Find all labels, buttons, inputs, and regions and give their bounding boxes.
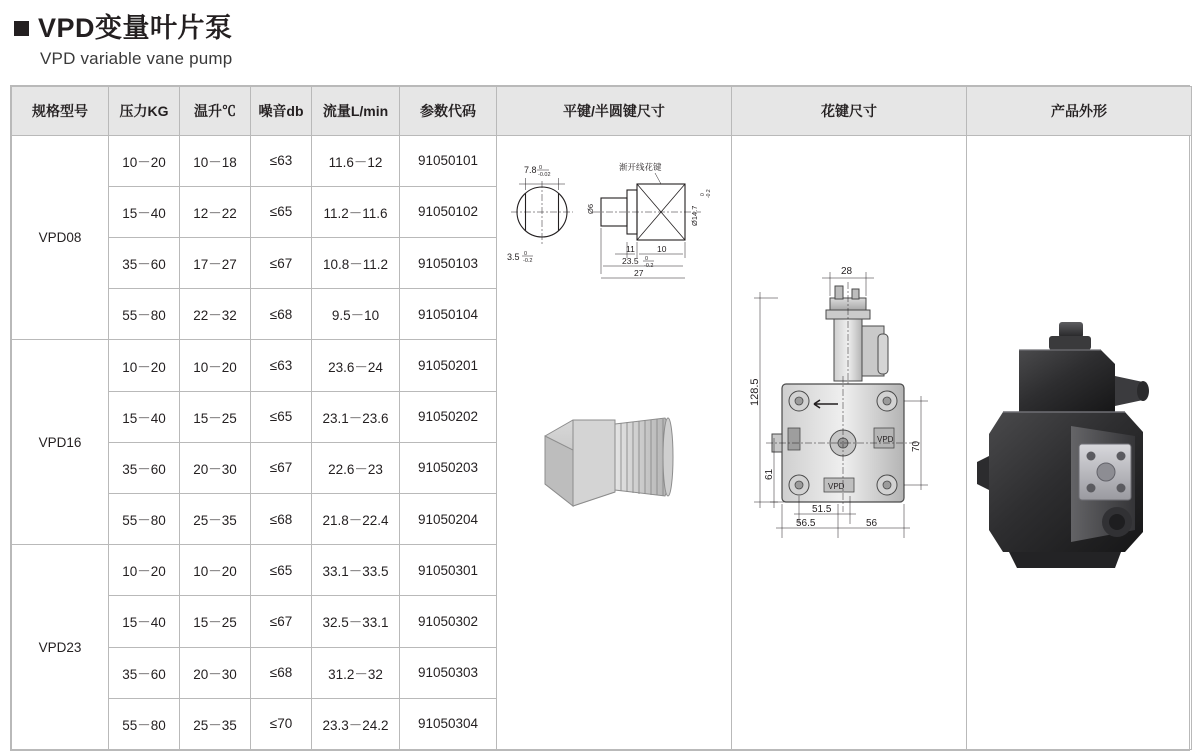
page-header xyxy=(0,0,1200,69)
svg-text:渐开线花键: 渐开线花键 xyxy=(619,161,662,172)
cell-code: 91050102 xyxy=(400,186,497,237)
page-subtitle: VPD variable vane pump xyxy=(40,48,233,68)
cell-noise: ≤67 xyxy=(251,238,312,289)
cell-noise: ≤65 xyxy=(251,186,312,237)
cell-pressure: 15－40 xyxy=(109,596,180,647)
cell-flow: 23.6－24 xyxy=(312,340,400,391)
cell-temp: 20－30 xyxy=(180,647,251,698)
svg-text:3.5: 3.5 xyxy=(507,251,520,262)
cell-code: 91050204 xyxy=(400,494,497,545)
cell-code: 91050203 xyxy=(400,442,497,493)
svg-text:56: 56 xyxy=(866,517,878,529)
svg-text:VPD: VPD xyxy=(877,434,894,444)
cell-flow: 31.2－32 xyxy=(312,647,400,698)
cell-temp: 10－20 xyxy=(180,340,251,391)
model-cell-vpd08: VPD08 xyxy=(12,135,109,340)
cell-temp: 22－32 xyxy=(180,289,251,340)
cell-code: 91050303 xyxy=(400,647,497,698)
cell-pressure: 55－80 xyxy=(109,698,180,749)
cell-noise: ≤63 xyxy=(251,135,312,186)
pump-product-image xyxy=(975,316,1183,606)
svg-text:10: 10 xyxy=(657,243,667,254)
model-cell-vpd16: VPD16 xyxy=(12,340,109,545)
svg-text:-0.2: -0.2 xyxy=(523,257,533,264)
key-dimension-figure xyxy=(497,136,731,749)
svg-text:0: 0 xyxy=(539,164,543,171)
key-dimension-diagram-cell xyxy=(497,135,732,749)
cell-pressure: 55－80 xyxy=(109,494,180,545)
cell-pressure: 55－80 xyxy=(109,289,180,340)
cell-pressure: 10－20 xyxy=(109,340,180,391)
cell-pressure: 35－60 xyxy=(109,442,180,493)
svg-text:70: 70 xyxy=(911,440,922,452)
cell-pressure: 10－20 xyxy=(109,135,180,186)
cell-temp: 12－22 xyxy=(180,186,251,237)
cell-flow: 33.1－33.5 xyxy=(312,545,400,596)
cell-flow: 22.6－23 xyxy=(312,442,400,493)
cell-noise: ≤68 xyxy=(251,494,312,545)
svg-text:128.5: 128.5 xyxy=(749,378,761,406)
cell-noise: ≤65 xyxy=(251,391,312,442)
page-title: VPD变量叶片泵 xyxy=(38,13,233,43)
cell-pressure: 35－60 xyxy=(109,647,180,698)
cell-temp: 15－25 xyxy=(180,391,251,442)
cell-flow: 11.6－12 xyxy=(312,135,400,186)
svg-text:VPD: VPD xyxy=(828,481,845,491)
cell-flow: 10.8－11.2 xyxy=(312,238,400,289)
svg-text:7.8: 7.8 xyxy=(524,164,537,175)
cell-flow: 23.1－23.6 xyxy=(312,391,400,442)
column-header-pressure: 压力KG xyxy=(109,86,180,135)
svg-text:-0.2: -0.2 xyxy=(706,189,712,198)
svg-text:Ø6: Ø6 xyxy=(586,203,595,214)
svg-text:23.5: 23.5 xyxy=(622,255,639,266)
svg-text:56.5: 56.5 xyxy=(796,517,816,529)
svg-text:28: 28 xyxy=(841,265,853,277)
svg-text:Ø14.7: Ø14.7 xyxy=(690,205,699,226)
cell-temp: 25－35 xyxy=(180,494,251,545)
column-header-flow: 流量L/min xyxy=(312,86,400,135)
svg-text:0: 0 xyxy=(645,255,649,262)
cell-code: 91050201 xyxy=(400,340,497,391)
svg-text:0: 0 xyxy=(700,192,706,196)
product-photo-cell xyxy=(967,135,1192,749)
table-row xyxy=(12,135,1192,186)
flat-key-drawing xyxy=(505,154,725,294)
column-header-temp-rise: 温升℃ xyxy=(180,86,251,135)
spline-dimension-diagram-cell xyxy=(732,135,967,749)
cell-temp: 20－30 xyxy=(180,442,251,493)
cell-flow: 9.5－10 xyxy=(312,289,400,340)
cell-temp: 10－18 xyxy=(180,135,251,186)
cell-noise: ≤70 xyxy=(251,698,312,749)
svg-text:11: 11 xyxy=(626,243,635,254)
cell-noise: ≤63 xyxy=(251,340,312,391)
pump-dimension-drawing xyxy=(738,256,960,596)
cell-pressure: 10－20 xyxy=(109,545,180,596)
cell-code: 91050202 xyxy=(400,391,497,442)
cell-noise: ≤68 xyxy=(251,289,312,340)
column-header-param-code: 参数代码 xyxy=(400,86,497,135)
cell-pressure: 15－40 xyxy=(109,391,180,442)
cell-code: 91050101 xyxy=(400,135,497,186)
cell-noise: ≤65 xyxy=(251,545,312,596)
bullet-icon xyxy=(14,21,29,36)
cell-code: 91050301 xyxy=(400,545,497,596)
cell-noise: ≤67 xyxy=(251,442,312,493)
cell-code: 91050103 xyxy=(400,238,497,289)
column-header-key-dimensions: 平键/半圆键尺寸 xyxy=(497,86,732,135)
cell-noise: ≤68 xyxy=(251,647,312,698)
cell-pressure: 35－60 xyxy=(109,238,180,289)
spec-table xyxy=(11,86,1192,750)
cell-code: 91050304 xyxy=(400,698,497,749)
cell-flow: 11.2－11.6 xyxy=(312,186,400,237)
column-header-product-appearance: 产品外形 xyxy=(967,86,1192,135)
spec-table-container xyxy=(10,85,1190,751)
cell-code: 91050302 xyxy=(400,596,497,647)
spline-dimension-figure xyxy=(732,136,966,749)
column-header-model: 规格型号 xyxy=(12,86,109,135)
svg-text:0: 0 xyxy=(524,250,528,257)
svg-text:27: 27 xyxy=(634,267,644,278)
cell-code: 91050104 xyxy=(400,289,497,340)
table-header-row xyxy=(12,86,1192,135)
svg-text:61: 61 xyxy=(764,468,775,480)
product-photo-figure xyxy=(967,136,1191,749)
svg-text:51.5: 51.5 xyxy=(812,503,832,515)
cell-temp: 15－25 xyxy=(180,596,251,647)
column-header-spline-dimensions: 花键尺寸 xyxy=(732,86,967,135)
svg-text:-0.2: -0.2 xyxy=(644,262,654,269)
model-cell-vpd23: VPD23 xyxy=(12,545,109,750)
cell-flow: 21.8－22.4 xyxy=(312,494,400,545)
cell-flow: 23.3－24.2 xyxy=(312,698,400,749)
cell-temp: 10－20 xyxy=(180,545,251,596)
cell-pressure: 15－40 xyxy=(109,186,180,237)
svg-text:-0.02: -0.02 xyxy=(538,171,551,178)
key-3d-illustration xyxy=(537,406,697,526)
column-header-noise: 噪音db xyxy=(251,86,312,135)
cell-flow: 32.5－33.1 xyxy=(312,596,400,647)
cell-temp: 17－27 xyxy=(180,238,251,289)
cell-noise: ≤67 xyxy=(251,596,312,647)
title-row xyxy=(14,14,1200,44)
cell-temp: 25－35 xyxy=(180,698,251,749)
